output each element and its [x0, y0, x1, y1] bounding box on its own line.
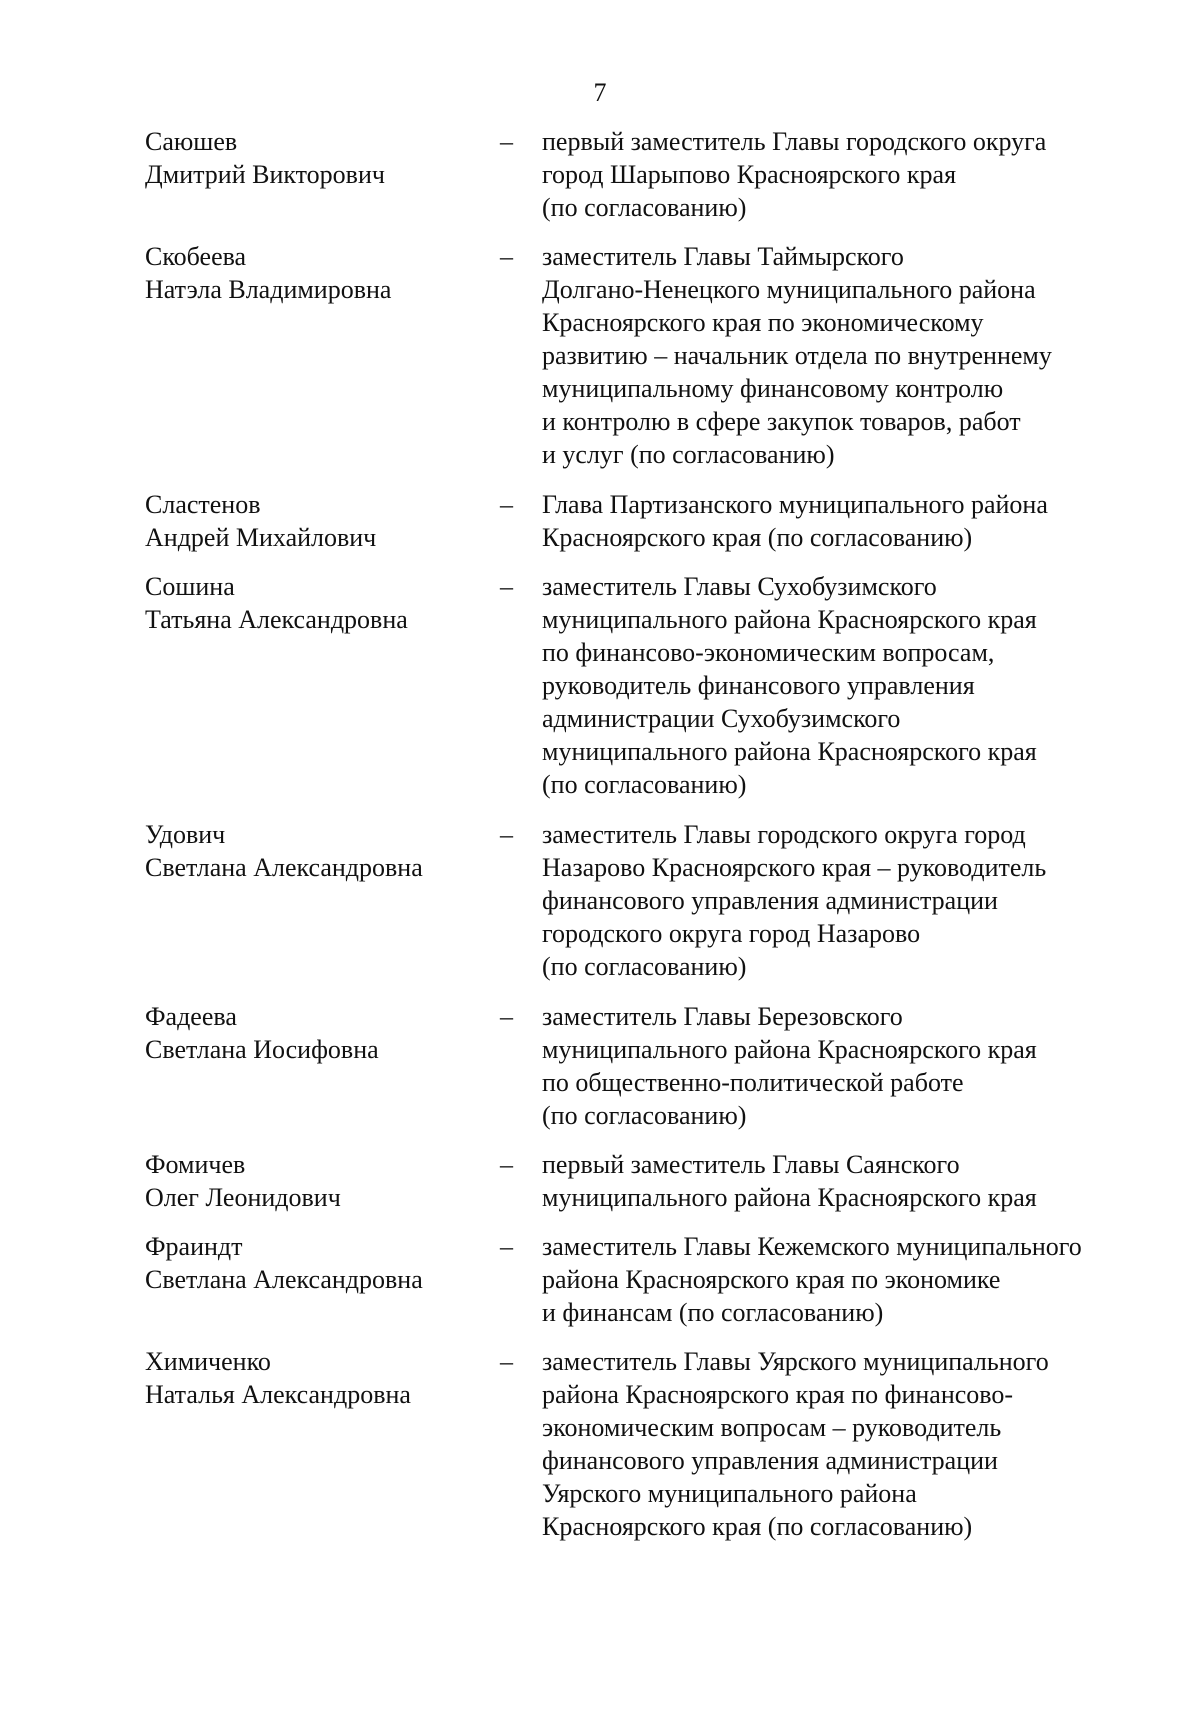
- member-position: [542, 570, 1162, 801]
- member-given-names: Андрей Михайлович: [145, 523, 377, 552]
- position-line: муниципального района Красноярского края: [542, 737, 1037, 766]
- page-number: 7: [593, 78, 607, 107]
- entry-dash: –: [500, 490, 513, 519]
- member-name: [145, 488, 475, 554]
- member-given-names: Татьяна Александровна: [145, 605, 408, 634]
- entry-dash: –: [500, 127, 513, 156]
- member-surname: Саюшев: [145, 127, 238, 156]
- position-line: заместитель Главы Уярского муниципального: [542, 1347, 1049, 1376]
- position-line: финансового управления администрации: [542, 1446, 998, 1475]
- member-given-names: Светлана Александровна: [145, 1265, 423, 1294]
- position-line: заместитель Главы Сухобузимского: [542, 572, 937, 601]
- member-position: [542, 1148, 1162, 1214]
- position-line: Назарово Красноярского края – руководитель: [542, 853, 1047, 882]
- member-position: [542, 240, 1162, 471]
- member-given-names: Светлана Иосифовна: [145, 1035, 379, 1064]
- member-position: [542, 125, 1162, 224]
- member-given-names: Наталья Александровна: [145, 1380, 411, 1409]
- position-line: (по согласованию): [542, 193, 747, 222]
- member-given-names: Натэла Владимировна: [145, 275, 392, 304]
- member-surname: Фомичев: [145, 1150, 246, 1179]
- position-line: муниципального района Красноярского края: [542, 1183, 1037, 1212]
- member-surname: Фраиндт: [145, 1232, 243, 1261]
- member-name: [145, 818, 475, 884]
- position-line: финансового управления администрации: [542, 886, 998, 915]
- position-line: по финансово-экономическим вопросам,: [542, 638, 995, 667]
- member-given-names: Олег Леонидович: [145, 1183, 341, 1212]
- member-name: [145, 570, 475, 636]
- entry-dash: –: [500, 572, 513, 601]
- position-line: Долгано-Ненецкого муниципального района: [542, 275, 1036, 304]
- position-line: заместитель Главы Кежемского муниципального: [542, 1232, 1082, 1261]
- position-line: городского округа город Назарово: [542, 919, 921, 948]
- position-line: заместитель Главы городского округа город: [542, 820, 1026, 849]
- member-position: [542, 1345, 1162, 1543]
- member-name: [145, 125, 475, 191]
- position-line: района Красноярского края по экономике: [542, 1265, 1001, 1294]
- entry-dash: –: [500, 1347, 513, 1376]
- position-line: Глава Партизанского муниципального района: [542, 490, 1048, 519]
- entry-dash: –: [500, 820, 513, 849]
- position-line: муниципального района Красноярского края: [542, 1035, 1037, 1064]
- position-line: Красноярского края (по согласованию): [542, 1512, 973, 1541]
- member-surname: Скобеева: [145, 242, 247, 271]
- member-position: [542, 1230, 1162, 1329]
- member-surname: Химиченко: [145, 1347, 271, 1376]
- member-name: [145, 1148, 475, 1214]
- member-name: [145, 1345, 475, 1411]
- member-name: [145, 240, 475, 306]
- position-line: (по согласованию): [542, 952, 747, 981]
- entry-dash: –: [500, 1232, 513, 1261]
- position-line: (по согласованию): [542, 770, 747, 799]
- position-line: первый заместитель Главы Саянского: [542, 1150, 960, 1179]
- position-line: Красноярского края по экономическому: [542, 308, 984, 337]
- position-line: района Красноярского края по финансово-: [542, 1380, 1014, 1409]
- member-position: [542, 488, 1162, 554]
- position-line: по общественно-политической работе: [542, 1068, 964, 1097]
- member-given-names: Светлана Александровна: [145, 853, 423, 882]
- entry-dash: –: [500, 1002, 513, 1031]
- entry-dash: –: [500, 1150, 513, 1179]
- position-line: первый заместитель Главы городского округа: [542, 127, 1047, 156]
- member-surname: Сошина: [145, 572, 235, 601]
- position-line: и контролю в сфере закупок товаров, работ: [542, 407, 1021, 436]
- entry-dash: –: [500, 242, 513, 271]
- position-line: развитию – начальник отдела по внутреннему: [542, 341, 1052, 370]
- member-surname: Сластенов: [145, 490, 261, 519]
- member-surname: Фадеева: [145, 1002, 237, 1031]
- member-position: [542, 818, 1162, 983]
- member-name: [145, 1000, 475, 1066]
- position-line: и услуг (по согласованию): [542, 440, 835, 469]
- member-given-names: Дмитрий Викторович: [145, 160, 385, 189]
- position-line: муниципальному финансовому контролю: [542, 374, 1004, 403]
- position-line: заместитель Главы Березовского: [542, 1002, 903, 1031]
- position-line: Уярского муниципального района: [542, 1479, 917, 1508]
- position-line: и финансам (по согласованию): [542, 1298, 884, 1327]
- position-line: (по согласованию): [542, 1101, 747, 1130]
- position-line: город Шарыпово Красноярского края: [542, 160, 957, 189]
- position-line: администрации Сухобузимского: [542, 704, 901, 733]
- position-line: заместитель Главы Таймырского: [542, 242, 904, 271]
- position-line: экономическим вопросам – руководитель: [542, 1413, 1002, 1442]
- member-surname: Удович: [145, 820, 226, 849]
- member-position: [542, 1000, 1162, 1132]
- position-line: муниципального района Красноярского края: [542, 605, 1037, 634]
- member-name: [145, 1230, 475, 1296]
- position-line: руководитель финансового управления: [542, 671, 975, 700]
- position-line: Красноярского края (по согласованию): [542, 523, 973, 552]
